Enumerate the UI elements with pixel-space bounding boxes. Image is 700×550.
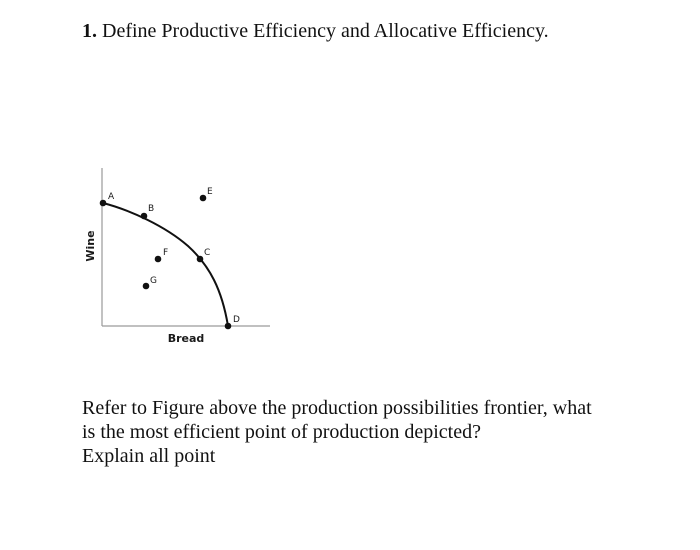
question-1-text: Define Productive Efficiency and Allocative Efficiency. [97, 20, 549, 42]
point-b [141, 204, 154, 219]
question-2-line-2: is the most efficient point of production depicted? [82, 421, 481, 443]
question-number: 1. [82, 20, 97, 42]
question-2-body [82, 396, 642, 468]
question-1-heading [82, 18, 549, 44]
y-axis-label: Wine [84, 230, 97, 262]
ppf-curve [103, 203, 228, 326]
svg-text:E: E [207, 187, 213, 197]
x-axis-label: Bread [167, 332, 205, 345]
svg-text:C: C [204, 248, 211, 258]
ppf-figure [70, 160, 290, 360]
svg-text:B: B [148, 204, 155, 214]
question-2-line-3: Explain all point [82, 445, 216, 467]
svg-text:F: F [163, 248, 169, 258]
svg-text:D: D [233, 315, 240, 325]
svg-text:G: G [150, 276, 157, 286]
point-g [143, 276, 157, 289]
question-2-line-1: Refer to Figure above the production possibilities frontier, what [82, 397, 592, 419]
point-c [197, 248, 211, 262]
point-f [155, 248, 168, 262]
point-e [200, 187, 213, 201]
svg-text:A: A [108, 192, 115, 202]
